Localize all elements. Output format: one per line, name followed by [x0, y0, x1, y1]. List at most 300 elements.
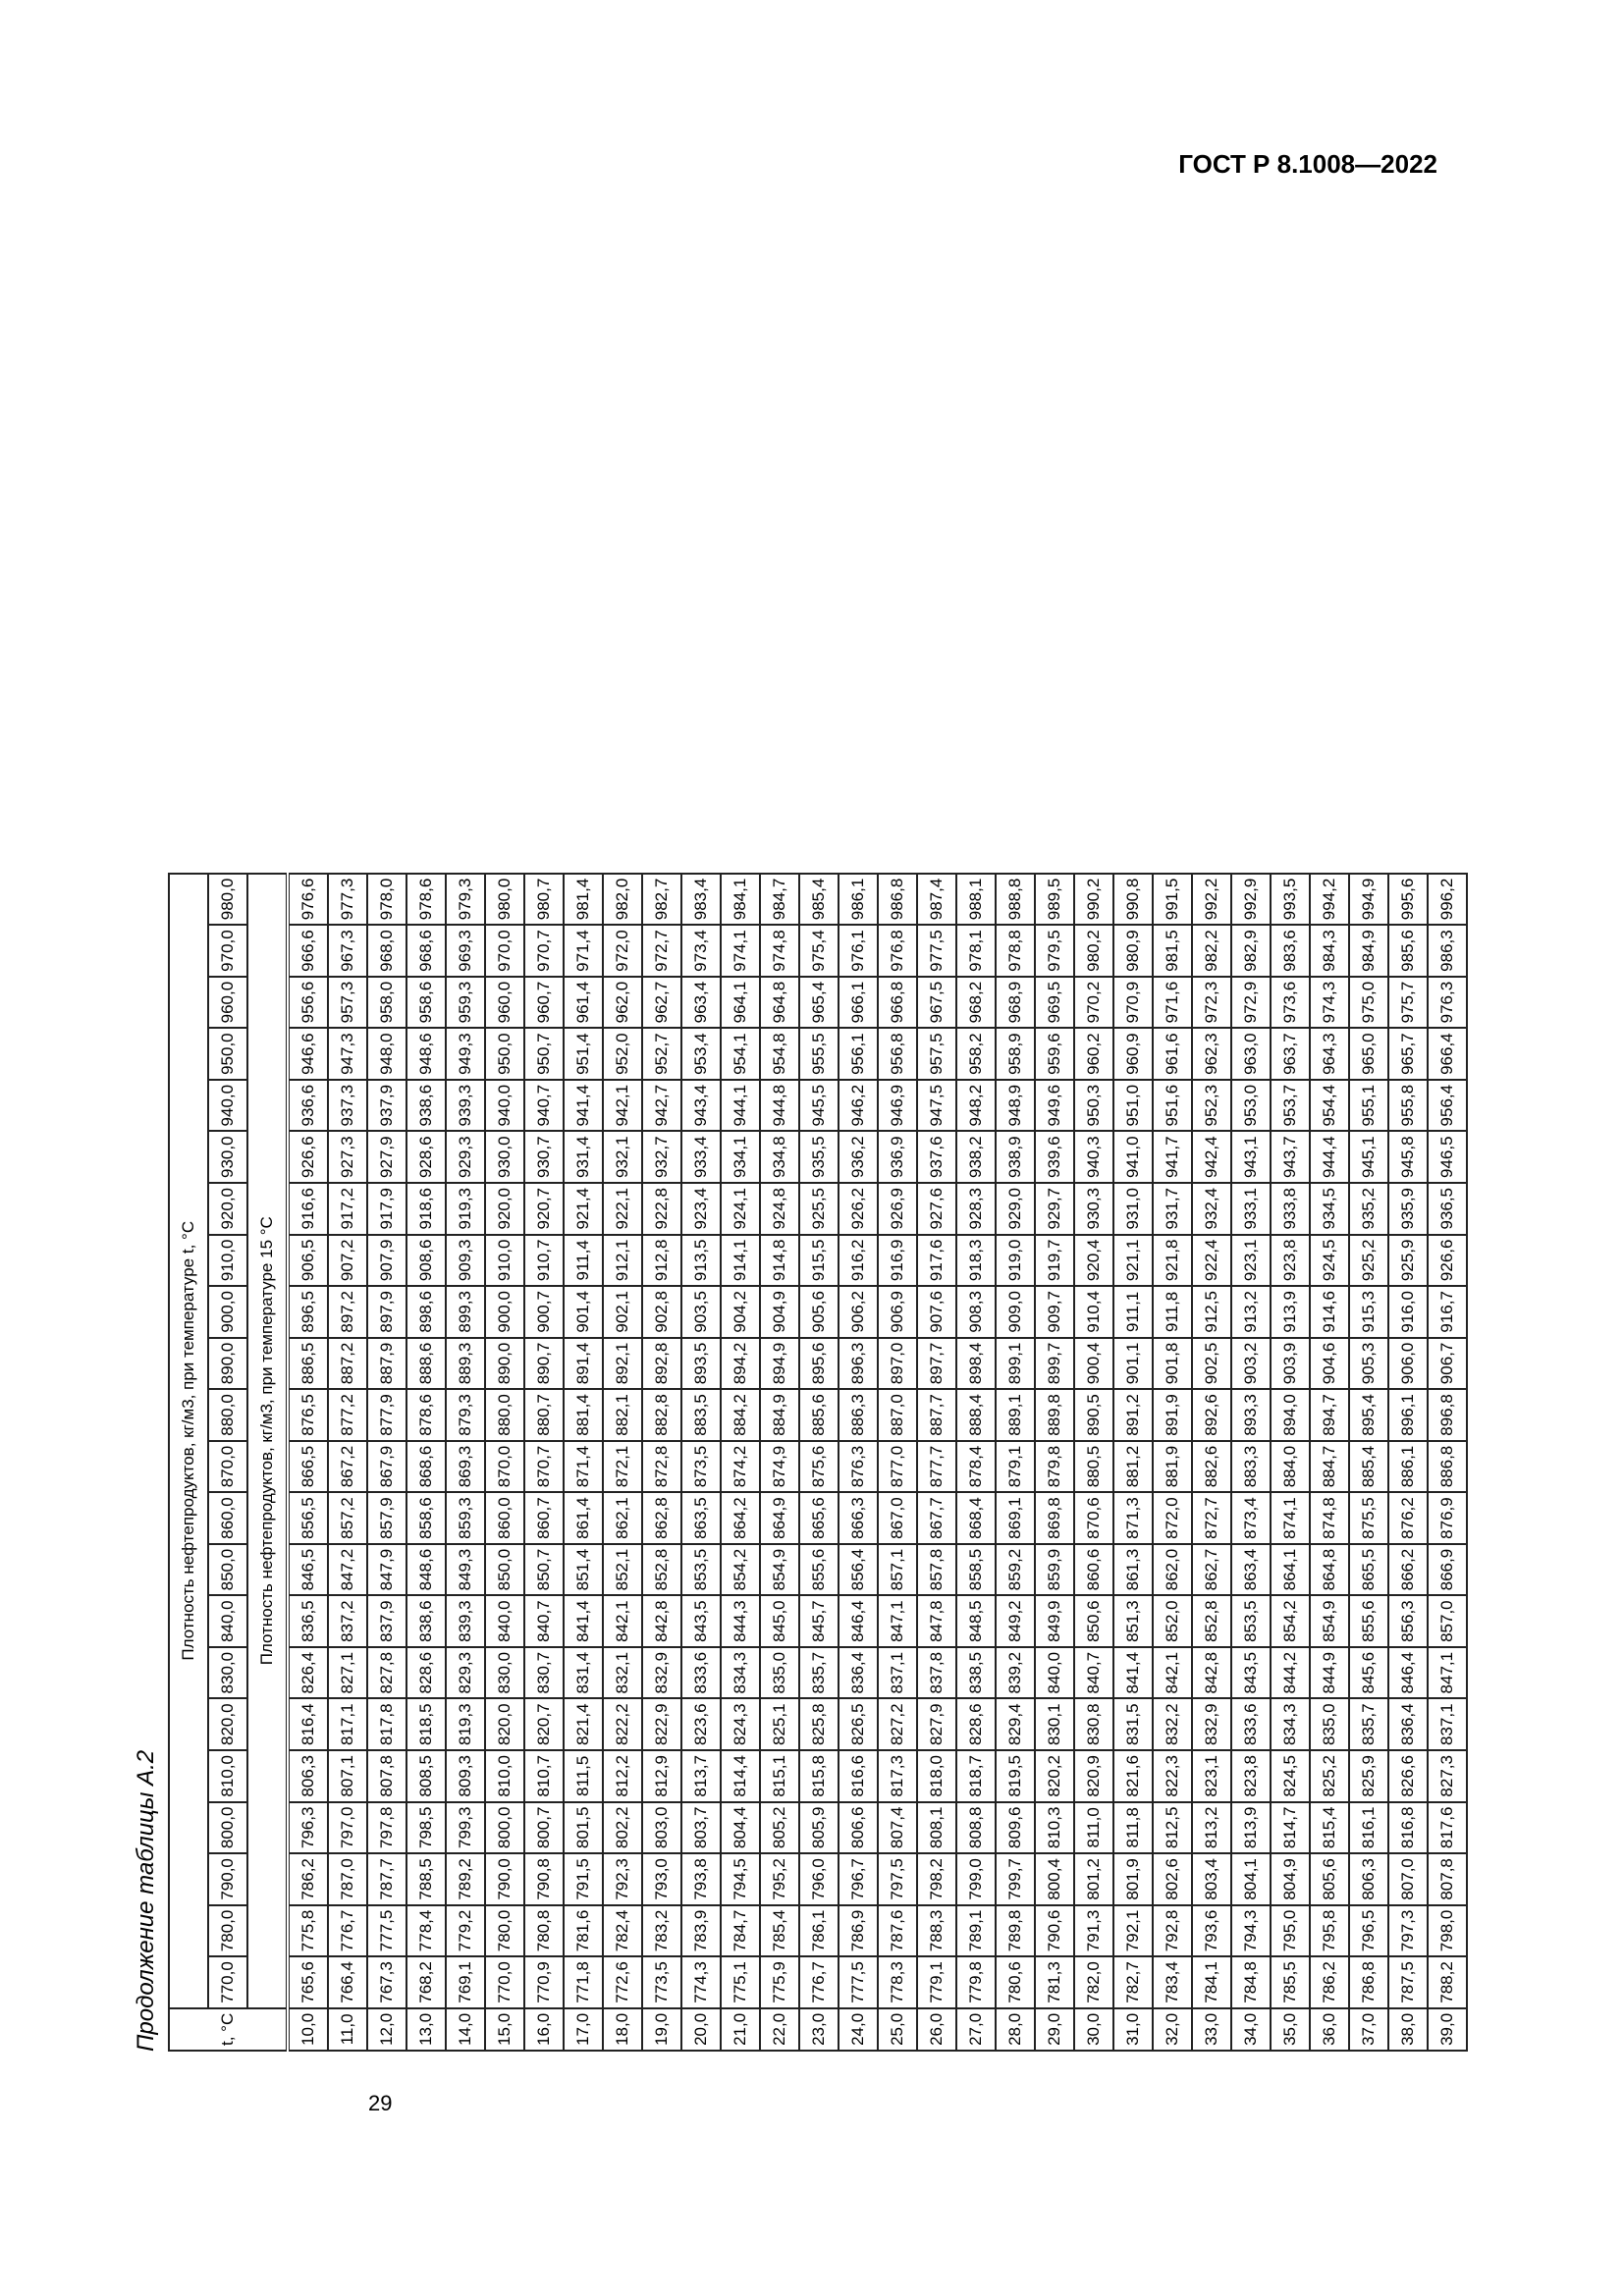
- table-cell: 933,8: [1271, 1183, 1310, 1235]
- table-cell: 911,8: [1153, 1286, 1192, 1338]
- table-cell: 830,1: [1035, 1698, 1074, 1750]
- table-cell: 805,9: [799, 1802, 839, 1854]
- table-cell: 988,1: [956, 874, 996, 926]
- table-cell: 965,0: [1349, 1028, 1388, 1080]
- table-cell: 904,2: [721, 1286, 760, 1338]
- table-cell: 957,3: [328, 977, 367, 1029]
- table-cell: 883,5: [681, 1389, 721, 1441]
- t-header: t, °C: [169, 2008, 288, 2051]
- table-cell: 838,5: [956, 1647, 996, 1699]
- table-cell: 20,0: [681, 2008, 721, 2051]
- table-cell: 770,9: [524, 1956, 564, 2008]
- table-cell: 970,9: [1113, 977, 1153, 1029]
- table-cell: 789,2: [446, 1853, 485, 1905]
- table-row: [1310, 874, 1349, 2051]
- table-cell: 788,5: [406, 1853, 446, 1905]
- table-cell: 874,1: [1271, 1492, 1310, 1544]
- table-cell: 927,6: [917, 1183, 956, 1235]
- table-cell: 923,1: [1231, 1235, 1271, 1287]
- table-cell: 911,1: [1113, 1286, 1153, 1338]
- table-cell: 838,6: [406, 1595, 446, 1647]
- table-cell: 938,9: [996, 1131, 1035, 1183]
- table-cell: 811,0: [1074, 1802, 1113, 1854]
- table-cell: 927,9: [367, 1131, 406, 1183]
- table-cell: 817,6: [1428, 1802, 1467, 1854]
- table-cell: 780,0: [485, 1905, 524, 1957]
- table-cell: 839,3: [446, 1595, 485, 1647]
- table-cell: 978,0: [367, 874, 406, 926]
- table-cell: 766,4: [328, 1956, 367, 2008]
- table-cell: 958,0: [367, 977, 406, 1029]
- table-cell: 831,5: [1113, 1698, 1153, 1750]
- table-cell: 959,3: [446, 977, 485, 1029]
- table-cell: 786,8: [1349, 1956, 1388, 2008]
- table-cell: 872,7: [1192, 1492, 1231, 1544]
- table-cell: 804,1: [1231, 1853, 1271, 1905]
- table-cell: 950,7: [524, 1028, 564, 1080]
- table-cell: 896,8: [1428, 1389, 1467, 1441]
- table-cell: 790,0: [485, 1853, 524, 1905]
- table-cell: 954,8: [760, 1028, 799, 1080]
- table-cell: 951,0: [1113, 1080, 1153, 1132]
- table-cell: 962,0: [603, 977, 642, 1029]
- table-cell: 877,7: [917, 1441, 956, 1493]
- doc-header: ГОСТ Р 8.1008—2022: [1178, 149, 1437, 179]
- table-cell: 840,0: [1035, 1647, 1074, 1699]
- table-cell: 924,5: [1310, 1235, 1349, 1287]
- table-cell: 26,0: [917, 2008, 956, 2051]
- table-cell: 946,9: [878, 1080, 917, 1132]
- column-header: 780,0: [208, 1905, 247, 1957]
- table-cell: 890,7: [524, 1338, 564, 1390]
- table-cell: 866,9: [1428, 1544, 1467, 1596]
- table-cell: 847,2: [328, 1544, 367, 1596]
- table-cell: 960,7: [524, 977, 564, 1029]
- table-cell: 930,7: [524, 1131, 564, 1183]
- table-cell: 992,9: [1231, 874, 1271, 926]
- table-cell: 901,4: [564, 1286, 603, 1338]
- table-cell: 940,7: [524, 1080, 564, 1132]
- table-cell: 892,8: [642, 1338, 681, 1390]
- table-row: [721, 874, 760, 2051]
- table-cell: 818,5: [406, 1698, 446, 1750]
- table-cell: 885,4: [1349, 1441, 1388, 1493]
- table-cell: 805,6: [1310, 1853, 1349, 1905]
- table-cell: 808,5: [406, 1750, 446, 1802]
- table-cell: 973,6: [1271, 977, 1310, 1029]
- table-cell: 917,6: [917, 1235, 956, 1287]
- table-cell: 854,2: [721, 1544, 760, 1596]
- table-cell: 857,9: [367, 1492, 406, 1544]
- table-cell: 775,1: [721, 1956, 760, 2008]
- table-cell: 935,9: [1388, 1183, 1428, 1235]
- table-cell: 949,6: [1035, 1080, 1074, 1132]
- table-cell: 776,7: [799, 1956, 839, 2008]
- table-cell: 856,5: [288, 1492, 328, 1544]
- table-cell: 897,0: [878, 1338, 917, 1390]
- table-cell: 25,0: [878, 2008, 917, 2051]
- table-cell: 890,0: [485, 1338, 524, 1390]
- table-cell: 914,6: [1310, 1286, 1349, 1338]
- table-cell: 876,9: [1428, 1492, 1467, 1544]
- table-cell: 878,4: [956, 1441, 996, 1493]
- table-cell: 986,8: [878, 874, 917, 926]
- table-cell: 846,4: [839, 1595, 878, 1647]
- table-cell: 808,8: [956, 1802, 996, 1854]
- table-cell: 792,1: [1113, 1905, 1153, 1957]
- table-cell: 889,3: [446, 1338, 485, 1390]
- table-cell: 980,2: [1074, 925, 1113, 977]
- table-cell: 799,3: [446, 1802, 485, 1854]
- table-cell: 816,4: [288, 1698, 328, 1750]
- table-cell: 870,7: [524, 1441, 564, 1493]
- table-cell: 964,8: [760, 977, 799, 1029]
- table-cell: 807,8: [367, 1750, 406, 1802]
- table-cell: 786,2: [1310, 1956, 1349, 2008]
- table-cell: 859,3: [446, 1492, 485, 1544]
- table-cell: 904,6: [1310, 1338, 1349, 1390]
- table-cell: 976,8: [878, 925, 917, 977]
- table-cell: 947,3: [328, 1028, 367, 1080]
- table-row: [524, 874, 564, 2051]
- table-cell: 921,8: [1153, 1235, 1192, 1287]
- table-cell: 835,7: [1349, 1698, 1388, 1750]
- table-cell: 953,0: [1231, 1080, 1271, 1132]
- table-cell: 809,3: [446, 1750, 485, 1802]
- table-row: [642, 874, 681, 2051]
- table-cell: 827,9: [917, 1698, 956, 1750]
- table-cell: 827,1: [328, 1647, 367, 1699]
- table-cell: 830,7: [524, 1647, 564, 1699]
- table-cell: 810,0: [485, 1750, 524, 1802]
- table-cell: 975,7: [1388, 977, 1428, 1029]
- table-cell: 982,9: [1231, 925, 1271, 977]
- table-cell: 16,0: [524, 2008, 564, 2051]
- table-row: [1192, 874, 1231, 2051]
- table-row: [1113, 874, 1153, 2051]
- table-cell: 909,7: [1035, 1286, 1074, 1338]
- table-cell: 794,3: [1231, 1905, 1271, 1957]
- table-cell: 826,4: [288, 1647, 328, 1699]
- table-cell: 882,6: [1192, 1441, 1231, 1493]
- table-cell: 835,0: [1310, 1698, 1349, 1750]
- table-cell: 852,8: [1192, 1595, 1231, 1647]
- table-cell: 906,9: [878, 1286, 917, 1338]
- table-cell: 28,0: [996, 2008, 1035, 2051]
- table-cell: 826,5: [839, 1698, 878, 1750]
- table-cell: 19,0: [642, 2008, 681, 2051]
- table-cell: 961,6: [1153, 1028, 1192, 1080]
- table-cell: 905,6: [799, 1286, 839, 1338]
- table-cell: 792,3: [603, 1853, 642, 1905]
- table-cell: 787,7: [367, 1853, 406, 1905]
- table-cell: 806,3: [288, 1750, 328, 1802]
- table-cell: 899,7: [1035, 1338, 1074, 1390]
- table-cell: 837,9: [367, 1595, 406, 1647]
- table-cell: 796,3: [288, 1802, 328, 1854]
- table-cell: 917,9: [367, 1183, 406, 1235]
- table-cell: 29,0: [1035, 2008, 1074, 2051]
- table-cell: 971,6: [1153, 977, 1192, 1029]
- table-cell: 894,0: [1271, 1389, 1310, 1441]
- table-cell: 898,6: [406, 1286, 446, 1338]
- table-cell: 986,3: [1428, 925, 1467, 977]
- table-cell: 930,0: [485, 1131, 524, 1183]
- table-cell: 790,6: [1035, 1905, 1074, 1957]
- table-cell: 773,5: [642, 1956, 681, 2008]
- table-cell: 939,3: [446, 1080, 485, 1132]
- table-cell: 841,4: [564, 1595, 603, 1647]
- table-cell: 988,8: [996, 874, 1035, 926]
- table-cell: 984,7: [760, 874, 799, 926]
- table-row: [288, 874, 328, 2051]
- table-cell: 857,1: [878, 1544, 917, 1596]
- table-cell: 842,8: [642, 1595, 681, 1647]
- table-cell: 852,0: [1153, 1595, 1192, 1647]
- table-cell: 870,6: [1074, 1492, 1113, 1544]
- table-cell: 960,2: [1074, 1028, 1113, 1080]
- table-cell: 808,1: [917, 1802, 956, 1854]
- table-cell: 867,7: [917, 1492, 956, 1544]
- table-cell: 962,7: [642, 977, 681, 1029]
- table-cell: 845,7: [799, 1595, 839, 1647]
- table-cell: 872,8: [642, 1441, 681, 1493]
- table-cell: 824,3: [721, 1698, 760, 1750]
- table-cell: 946,2: [839, 1080, 878, 1132]
- table-cell: 906,7: [1428, 1338, 1467, 1390]
- table-cell: 820,7: [524, 1698, 564, 1750]
- table-cell: 916,7: [1428, 1286, 1467, 1338]
- table-cell: 968,0: [367, 925, 406, 977]
- table-cell: 817,3: [878, 1750, 917, 1802]
- table-cell: 913,9: [1271, 1286, 1310, 1338]
- table-cell: 860,6: [1074, 1544, 1113, 1596]
- table-cell: 801,2: [1074, 1853, 1113, 1905]
- table-cell: 916,2: [839, 1235, 878, 1287]
- table-cell: 34,0: [1231, 2008, 1271, 2051]
- table-cell: 797,8: [367, 1802, 406, 1854]
- table-cell: 807,4: [878, 1802, 917, 1854]
- table-cell: 978,6: [406, 874, 446, 926]
- table-cell: 848,6: [406, 1544, 446, 1596]
- table-cell: 14,0: [446, 2008, 485, 2051]
- table-cell: 924,8: [760, 1183, 799, 1235]
- table-cell: 942,4: [1192, 1131, 1231, 1183]
- table-cell: 996,2: [1428, 874, 1467, 926]
- table-cell: 961,4: [564, 977, 603, 1029]
- table-cell: 876,2: [1388, 1492, 1428, 1544]
- column-header: 850,0: [208, 1544, 247, 1596]
- table-cell: 994,9: [1349, 874, 1388, 926]
- table-cell: 834,3: [1271, 1698, 1310, 1750]
- table-row: [1349, 874, 1388, 2051]
- table-cell: 908,6: [406, 1235, 446, 1287]
- table-cell: 13,0: [406, 2008, 446, 2051]
- table-cell: 789,1: [956, 1905, 996, 1957]
- table-cell: 793,6: [1192, 1905, 1231, 1957]
- table-cell: 930,3: [1074, 1183, 1113, 1235]
- column-header: 860,0: [208, 1492, 247, 1544]
- table-cell: 871,4: [564, 1441, 603, 1493]
- table-cell: 795,0: [1271, 1905, 1310, 1957]
- table-cell: 953,7: [1271, 1080, 1310, 1132]
- table-cell: 945,8: [1388, 1131, 1428, 1183]
- table-cell: 934,1: [721, 1131, 760, 1183]
- table-cell: 780,8: [524, 1905, 564, 1957]
- table-cell: 777,5: [839, 1956, 878, 2008]
- column-header: 820,0: [208, 1698, 247, 1750]
- table-cell: 819,5: [996, 1750, 1035, 1802]
- table-cell: 21,0: [721, 2008, 760, 2051]
- table-cell: 894,9: [760, 1338, 799, 1390]
- table-cell: 921,1: [1113, 1235, 1153, 1287]
- table-cell: 912,8: [642, 1235, 681, 1287]
- table-row: [839, 874, 878, 2051]
- table-cell: 18,0: [603, 2008, 642, 2051]
- table-cell: 27,0: [956, 2008, 996, 2051]
- table-cell: 843,5: [681, 1595, 721, 1647]
- table-row: [917, 874, 956, 2051]
- table-cell: 925,2: [1349, 1235, 1388, 1287]
- table-cell: 858,5: [956, 1544, 996, 1596]
- table-cell: 787,6: [878, 1905, 917, 1957]
- table-cell: 824,5: [1271, 1750, 1310, 1802]
- table-cell: 918,3: [956, 1235, 996, 1287]
- page-number: 29: [368, 2091, 393, 2115]
- table-cell: 821,4: [564, 1698, 603, 1750]
- table-cell: 872,0: [1153, 1492, 1192, 1544]
- table-cell: 772,6: [603, 1956, 642, 2008]
- table-cell: 943,1: [1231, 1131, 1271, 1183]
- table-cell: 24,0: [839, 2008, 878, 2051]
- table-cell: 948,2: [956, 1080, 996, 1132]
- table-cell: 823,6: [681, 1698, 721, 1750]
- table-cell: 919,7: [1035, 1235, 1074, 1287]
- table-cell: 846,5: [288, 1544, 328, 1596]
- table-cell: 847,9: [367, 1544, 406, 1596]
- table-cell: 948,6: [406, 1028, 446, 1080]
- table-cell: 911,4: [564, 1235, 603, 1287]
- table-cell: 837,8: [917, 1647, 956, 1699]
- table-cell: 10,0: [288, 2008, 328, 2051]
- table-cell: 798,5: [406, 1802, 446, 1854]
- table-cell: 884,7: [1310, 1441, 1349, 1493]
- table-cell: 936,6: [288, 1080, 328, 1132]
- table-cell: 853,5: [681, 1544, 721, 1596]
- table-cell: 842,8: [1192, 1647, 1231, 1699]
- table-cell: 970,7: [524, 925, 564, 977]
- table-cell: 784,8: [1231, 1956, 1271, 2008]
- table-cell: 967,5: [917, 977, 956, 1029]
- table-cell: 826,6: [1388, 1750, 1428, 1802]
- table-cell: 811,5: [564, 1750, 603, 1802]
- table-cell: 880,7: [524, 1389, 564, 1441]
- table-cell: 947,5: [917, 1080, 956, 1132]
- table-cell: 785,4: [760, 1905, 799, 1957]
- table-cell: 816,1: [1349, 1802, 1388, 1854]
- table-cell: 896,3: [839, 1338, 878, 1390]
- table-cell: 950,3: [1074, 1080, 1113, 1132]
- table-cell: 796,7: [839, 1853, 878, 1905]
- table-cell: 825,1: [760, 1698, 799, 1750]
- table-row: [760, 874, 799, 2051]
- table-cell: 842,1: [1153, 1647, 1192, 1699]
- table-cell: 886,5: [288, 1338, 328, 1390]
- table-cell: 855,6: [1349, 1595, 1388, 1647]
- table-cell: 876,5: [288, 1389, 328, 1441]
- table-cell: 849,3: [446, 1544, 485, 1596]
- table-cell: 803,7: [681, 1802, 721, 1854]
- table-row: [681, 874, 721, 2051]
- table-cell: 778,3: [878, 1956, 917, 2008]
- table-cell: 856,3: [1388, 1595, 1428, 1647]
- table-cell: 37,0: [1349, 2008, 1388, 2051]
- table-cell: 855,6: [799, 1544, 839, 1596]
- table-cell: 847,8: [917, 1595, 956, 1647]
- table-cell: 958,9: [996, 1028, 1035, 1080]
- column-header: 900,0: [208, 1286, 247, 1338]
- table-row: [1271, 874, 1310, 2051]
- table-cell: 765,6: [288, 1956, 328, 2008]
- table-cell: 810,3: [1035, 1802, 1074, 1854]
- table-cell: 927,3: [328, 1131, 367, 1183]
- table-cell: 862,1: [603, 1492, 642, 1544]
- table-cell: 782,7: [1113, 1956, 1153, 2008]
- table-cell: 917,2: [328, 1183, 367, 1235]
- table-cell: 852,8: [642, 1544, 681, 1596]
- table-cell: 897,7: [917, 1338, 956, 1390]
- table-cell: 35,0: [1271, 2008, 1310, 2051]
- table-cell: 804,4: [721, 1802, 760, 1854]
- table-cell: 920,7: [524, 1183, 564, 1235]
- table-row: [956, 874, 996, 2051]
- table-cell: 33,0: [1192, 2008, 1231, 2051]
- table-cell: 844,2: [1271, 1647, 1310, 1699]
- column-header: 770,0: [208, 1956, 247, 2008]
- table-cell: 990,8: [1113, 874, 1153, 926]
- table-cell: 904,9: [760, 1286, 799, 1338]
- table-cell: 921,4: [564, 1183, 603, 1235]
- table-cell: 868,4: [956, 1492, 996, 1544]
- table-cell: 825,2: [1310, 1750, 1349, 1802]
- table-cell: 914,1: [721, 1235, 760, 1287]
- table-cell: 862,0: [1153, 1544, 1192, 1596]
- table-cell: 926,6: [1428, 1235, 1467, 1287]
- table-cell: 832,9: [642, 1647, 681, 1699]
- table-cell: 867,0: [878, 1492, 917, 1544]
- table-cell: 812,5: [1153, 1802, 1192, 1854]
- table-cell: 935,2: [1349, 1183, 1388, 1235]
- table-cell: 968,9: [996, 977, 1035, 1029]
- table-cell: 846,4: [1388, 1647, 1428, 1699]
- table-cell: 832,9: [1192, 1698, 1231, 1750]
- table-cell: 919,0: [996, 1235, 1035, 1287]
- table-cell: 940,3: [1074, 1131, 1113, 1183]
- table-cell: 36,0: [1310, 2008, 1349, 2051]
- table-cell: 837,2: [328, 1595, 367, 1647]
- table-cell: 832,1: [603, 1647, 642, 1699]
- table-cell: 970,0: [485, 925, 524, 977]
- table-cell: 972,0: [603, 925, 642, 977]
- column-header: 800,0: [208, 1802, 247, 1854]
- table-cell: 875,6: [799, 1441, 839, 1493]
- table-cell: 941,7: [1153, 1131, 1192, 1183]
- table-cell: 786,1: [799, 1905, 839, 1957]
- table-cell: 868,6: [406, 1441, 446, 1493]
- table-cell: 916,6: [288, 1183, 328, 1235]
- table-cell: 941,0: [1113, 1131, 1153, 1183]
- table-cell: 858,6: [406, 1492, 446, 1544]
